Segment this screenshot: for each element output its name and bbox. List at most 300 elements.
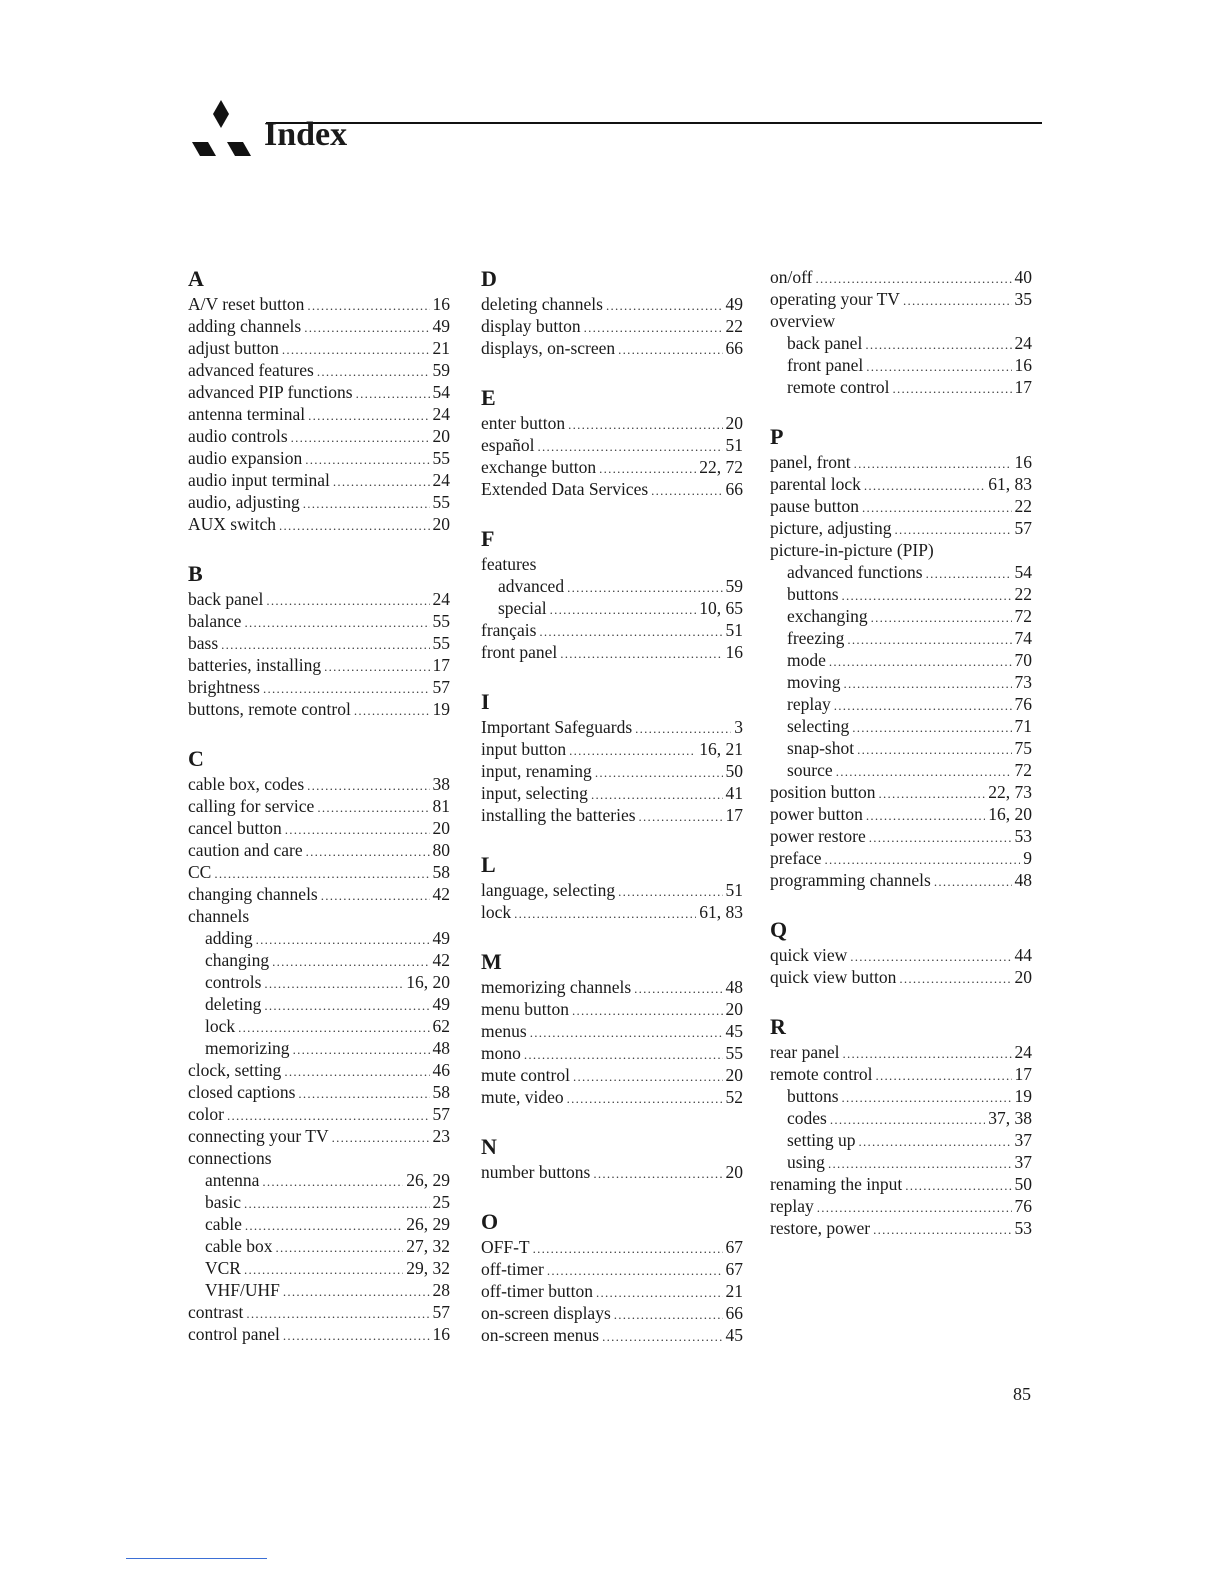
dot-leader	[843, 673, 1011, 695]
entry-term: adjust button	[188, 338, 279, 358]
entry-term: buttons	[787, 584, 839, 604]
entry-page: 58	[432, 1082, 450, 1102]
dot-leader	[244, 612, 429, 634]
dot-leader	[606, 295, 723, 317]
entry-page: 57	[1014, 518, 1032, 538]
entry-page: 50	[1014, 1174, 1032, 1194]
dot-leader	[905, 1175, 1011, 1197]
dot-leader	[651, 480, 722, 502]
entry-term: brightness	[188, 677, 260, 697]
entry-term: preface	[770, 848, 822, 868]
entry-term: buttons, remote control	[188, 699, 351, 719]
entry-term: back panel	[188, 589, 264, 609]
entry-term: audio, adjusting	[188, 492, 300, 512]
entry-term: panel, front	[770, 452, 851, 472]
dot-leader	[514, 903, 696, 925]
index-entry	[770, 495, 1032, 517]
index-subentry	[188, 971, 450, 993]
entry-term: antenna	[205, 1170, 260, 1190]
entry-page: 81	[432, 796, 450, 816]
dot-leader	[324, 656, 429, 678]
entry-term: pause button	[770, 496, 859, 516]
dot-leader	[871, 607, 1012, 629]
entry-term: lock	[205, 1016, 236, 1036]
entry-term: OFF-T	[481, 1237, 530, 1257]
index-section	[481, 689, 743, 826]
entry-page: 52	[725, 1087, 743, 1107]
dot-leader	[308, 405, 429, 427]
dot-leader	[298, 1083, 429, 1105]
dot-leader	[266, 590, 429, 612]
index-entry	[188, 676, 450, 698]
index-entry	[481, 879, 743, 901]
entry-term: replay	[770, 1196, 814, 1216]
entry-term: mute, video	[481, 1087, 564, 1107]
index-subentry	[770, 693, 1032, 715]
mitsubishi-logo-icon	[190, 100, 252, 156]
entry-page: 57	[432, 1104, 450, 1124]
entry-page: 17	[1014, 377, 1032, 397]
section-letter: E	[481, 385, 496, 410]
dot-leader	[593, 1163, 722, 1185]
entry-term: display button	[481, 316, 581, 336]
dot-leader	[285, 819, 430, 841]
entry-page: 75	[1014, 738, 1032, 758]
index-subentry	[481, 597, 743, 619]
entry-term: changing	[205, 950, 270, 970]
dot-leader	[829, 651, 1012, 673]
dot-leader	[876, 1065, 1012, 1087]
index-section	[188, 746, 450, 1345]
entry-page: 24	[432, 404, 450, 424]
dot-leader	[244, 1193, 430, 1215]
dot-leader	[824, 849, 1020, 871]
index-entry	[481, 1280, 743, 1302]
dot-leader	[596, 1282, 723, 1304]
entry-page: 22	[1014, 584, 1032, 604]
dot-leader	[524, 1044, 723, 1066]
entry-page: 49	[432, 316, 450, 336]
entry-term: on-screen menus	[481, 1325, 600, 1345]
index-entry	[188, 610, 450, 632]
entry-term: on/off	[770, 267, 813, 287]
entry-term: off-timer button	[481, 1281, 593, 1301]
index-entry	[481, 1161, 743, 1183]
entry-term: batteries, installing	[188, 655, 322, 675]
index-subentry	[770, 583, 1032, 605]
index-entry	[188, 795, 450, 817]
entry-page: 46	[432, 1060, 450, 1080]
dot-leader	[307, 295, 429, 317]
entry-page: 22	[1014, 496, 1032, 516]
dot-leader	[842, 585, 1012, 607]
entry-term: advanced PIP functions	[188, 382, 353, 402]
entry-term: rear panel	[770, 1042, 840, 1062]
index-entry	[770, 539, 1032, 561]
entry-term: VHF/UHF	[205, 1280, 280, 1300]
dot-leader	[284, 1061, 429, 1083]
index-entry	[770, 1041, 1032, 1063]
index-section	[770, 917, 1032, 988]
index-subentry	[770, 354, 1032, 376]
entry-term: power button	[770, 804, 863, 824]
entry-term: cancel button	[188, 818, 282, 838]
index-section	[481, 385, 743, 500]
index-entry	[188, 337, 450, 359]
index-subentry	[770, 627, 1032, 649]
entry-term: basic	[205, 1192, 241, 1212]
entry-term: memorizing channels	[481, 977, 632, 997]
index-entry	[188, 773, 450, 795]
index-subentry	[188, 927, 450, 949]
index-subentry	[188, 1169, 450, 1191]
entry-term: adding	[205, 928, 253, 948]
dot-leader	[879, 783, 986, 805]
entry-page: 57	[432, 1302, 450, 1322]
index-entry	[481, 1236, 743, 1258]
dot-leader	[293, 1039, 430, 1061]
index-entry	[481, 716, 743, 738]
entry-term: cable box, codes	[188, 774, 305, 794]
dot-leader	[869, 827, 1012, 849]
entry-page: 48	[725, 977, 743, 997]
entry-page: 57	[432, 677, 450, 697]
entry-term: installing the batteries	[481, 805, 636, 825]
entry-term: source	[787, 760, 833, 780]
dot-leader	[550, 599, 697, 621]
dot-leader	[934, 871, 1012, 893]
index-entry	[481, 1020, 743, 1042]
dot-leader	[306, 841, 430, 863]
dot-leader	[354, 700, 430, 722]
dot-leader	[283, 1325, 430, 1347]
index-subentry	[770, 376, 1032, 398]
entry-page: 20	[432, 426, 450, 446]
index-entry	[481, 293, 743, 315]
index-entry	[481, 412, 743, 434]
entry-page: 26, 29	[406, 1214, 450, 1234]
index-subentry	[770, 1129, 1032, 1151]
entry-term: exchanging	[787, 606, 868, 626]
entry-page: 16, 21	[699, 739, 743, 759]
index-entry	[481, 804, 743, 826]
index-entry	[770, 451, 1032, 473]
entry-term: on-screen displays	[481, 1303, 611, 1323]
page-title: Index	[264, 116, 348, 153]
entry-page: 42	[432, 950, 450, 970]
entry-page: 72	[1014, 606, 1032, 626]
dot-leader	[573, 1066, 723, 1088]
dot-leader	[356, 383, 430, 405]
section-letter: A	[188, 266, 204, 291]
dot-leader	[873, 1219, 1011, 1241]
entry-term: AUX switch	[188, 514, 276, 534]
index-section	[481, 1134, 743, 1183]
entry-page: 19	[432, 699, 450, 719]
index-entry	[188, 839, 450, 861]
entry-page: 10, 65	[699, 598, 743, 618]
entry-term: input, renaming	[481, 761, 592, 781]
dot-leader	[635, 718, 731, 740]
entry-page: 74	[1014, 628, 1032, 648]
entry-term: codes	[787, 1108, 827, 1128]
dot-leader	[903, 290, 1012, 312]
entry-term: channels	[188, 906, 250, 926]
dot-leader	[842, 1087, 1012, 1109]
entry-page: 51	[725, 620, 743, 640]
dot-leader	[537, 436, 722, 458]
dot-leader	[842, 1043, 1011, 1065]
dot-leader	[263, 678, 430, 700]
entry-page: 53	[1014, 826, 1032, 846]
entry-page: 17	[725, 805, 743, 825]
index-entry	[770, 288, 1032, 310]
entry-term: position button	[770, 782, 876, 802]
entry-term: lock	[481, 902, 512, 922]
index-section	[770, 1014, 1032, 1239]
index-entry	[188, 403, 450, 425]
index-subentry	[770, 561, 1032, 583]
dot-leader	[246, 1303, 429, 1325]
dot-leader	[614, 1304, 723, 1326]
section-letter: L	[481, 852, 496, 877]
section-letter: M	[481, 949, 502, 974]
dot-leader	[634, 978, 722, 1000]
dot-leader	[214, 863, 429, 885]
dot-leader	[307, 775, 429, 797]
entry-term: clock, setting	[188, 1060, 282, 1080]
index-subentry	[188, 1279, 450, 1301]
index-entry	[188, 632, 450, 654]
entry-term: cable	[205, 1214, 242, 1234]
index-entry	[188, 1301, 450, 1323]
entry-term: bass	[188, 633, 219, 653]
entry-page: 55	[725, 1043, 743, 1063]
index-subentry	[770, 1151, 1032, 1173]
entry-page: 49	[432, 928, 450, 948]
entry-page: 27, 32	[406, 1236, 450, 1256]
index-section	[481, 852, 743, 923]
entry-page: 61, 83	[988, 474, 1032, 494]
index-entry	[481, 1042, 743, 1064]
entry-page: 54	[1014, 562, 1032, 582]
dot-leader	[321, 885, 430, 907]
index-entry	[770, 310, 1032, 332]
entry-page: 76	[1014, 694, 1032, 714]
entry-page: 24	[432, 470, 450, 490]
entry-term: language, selecting	[481, 880, 616, 900]
index-column-1	[188, 266, 450, 1371]
section-letter: C	[188, 746, 204, 771]
entry-page: 21	[725, 1281, 743, 1301]
entry-page: 55	[432, 492, 450, 512]
dot-leader	[238, 1017, 429, 1039]
dot-leader	[595, 762, 723, 784]
entry-page: 20	[725, 1162, 743, 1182]
entry-page: 61, 83	[699, 902, 743, 922]
section-letter: B	[188, 561, 203, 586]
entry-page: 20	[432, 818, 450, 838]
entry-term: operating your TV	[770, 289, 900, 309]
entry-term: antenna terminal	[188, 404, 306, 424]
entry-page: 28	[432, 1280, 450, 1300]
entry-page: 42	[432, 884, 450, 904]
dot-leader	[560, 643, 722, 665]
entry-page: 59	[432, 360, 450, 380]
section-letter: D	[481, 266, 497, 291]
entry-page: 44	[1014, 945, 1032, 965]
entry-page: 66	[725, 1303, 743, 1323]
dot-leader	[272, 951, 429, 973]
index-entry	[188, 654, 450, 676]
entry-term: back panel	[787, 333, 863, 353]
dot-leader	[221, 634, 429, 656]
dot-leader	[859, 1131, 1012, 1153]
index-entry	[481, 782, 743, 804]
index-entry	[188, 588, 450, 610]
entry-term: freezing	[787, 628, 845, 648]
dot-leader	[836, 761, 1012, 783]
entry-term: features	[481, 554, 537, 574]
index-entry	[188, 698, 450, 720]
index-entry	[481, 337, 743, 359]
index-entry	[770, 966, 1032, 988]
entry-page: 66	[725, 338, 743, 358]
entry-term: color	[188, 1104, 224, 1124]
entry-term: español	[481, 435, 535, 455]
dot-leader	[332, 1127, 430, 1149]
index-subentry	[770, 759, 1032, 781]
entry-term: quick view	[770, 945, 848, 965]
entry-page: 21	[432, 338, 450, 358]
entry-page: 51	[725, 435, 743, 455]
index-entry	[188, 315, 450, 337]
entry-term: programming channels	[770, 870, 931, 890]
dot-leader	[926, 563, 1012, 585]
entry-page: 23	[432, 1126, 450, 1146]
entry-page: 37, 38	[988, 1108, 1032, 1128]
dot-leader	[828, 1153, 1012, 1175]
dot-leader	[244, 1259, 403, 1281]
entry-page: 20	[432, 514, 450, 534]
entry-term: cable box	[205, 1236, 273, 1256]
index-entry	[770, 781, 1032, 803]
entry-page: 71	[1014, 716, 1032, 736]
dot-leader	[854, 453, 1012, 475]
dot-leader	[602, 1326, 722, 1348]
index-entry	[481, 738, 743, 760]
index-section	[481, 526, 743, 663]
index-entry	[770, 825, 1032, 847]
entry-page: 17	[1014, 1064, 1032, 1084]
entry-page: 38	[432, 774, 450, 794]
entry-page: 48	[1014, 870, 1032, 890]
entry-term: changing channels	[188, 884, 318, 904]
entry-page: 3	[734, 717, 743, 737]
dot-leader	[539, 621, 722, 643]
entry-term: remote control	[787, 377, 890, 397]
section-letter: R	[770, 1014, 786, 1039]
dot-leader	[530, 1022, 723, 1044]
dot-leader	[264, 973, 403, 995]
index-entry	[770, 944, 1032, 966]
index-entry	[481, 901, 743, 923]
dot-leader	[547, 1260, 723, 1282]
dot-leader	[639, 806, 723, 828]
section-letter: O	[481, 1209, 499, 1234]
dot-leader	[245, 1215, 403, 1237]
index-section	[481, 949, 743, 1108]
dot-leader	[568, 414, 722, 436]
index-entry	[188, 883, 450, 905]
entry-term: parental lock	[770, 474, 861, 494]
entry-term: audio input terminal	[188, 470, 330, 490]
entry-term: CC	[188, 862, 212, 882]
dot-leader	[866, 356, 1011, 378]
dot-leader	[333, 471, 430, 493]
entry-term: number buttons	[481, 1162, 591, 1182]
entry-page: 19	[1014, 1086, 1032, 1106]
index-entry	[481, 976, 743, 998]
entry-page: 16	[725, 642, 743, 662]
section-letter: P	[770, 424, 784, 449]
entry-page: 62	[432, 1016, 450, 1036]
entry-page: 55	[432, 633, 450, 653]
entry-page: 16	[432, 1324, 450, 1344]
dot-leader	[834, 695, 1012, 717]
entry-page: 26, 29	[406, 1170, 450, 1190]
entry-page: 76	[1014, 1196, 1032, 1216]
index-entry	[188, 1103, 450, 1125]
entry-term: renaming the input	[770, 1174, 903, 1194]
index-subentry	[188, 1191, 450, 1213]
index-entry	[188, 381, 450, 403]
entry-page: 45	[725, 1325, 743, 1345]
index-entry	[770, 517, 1032, 539]
index-subentry	[770, 605, 1032, 627]
entry-term: VCR	[205, 1258, 241, 1278]
index-subentry	[770, 1107, 1032, 1129]
index-subentry	[770, 671, 1032, 693]
entry-page: 41	[725, 783, 743, 803]
dot-leader	[283, 1281, 430, 1303]
entry-page: 17	[432, 655, 450, 675]
dot-leader	[899, 968, 1011, 990]
dot-leader	[850, 946, 1011, 968]
entry-term: français	[481, 620, 537, 640]
entry-term: picture, adjusting	[770, 518, 892, 538]
index-entry	[188, 469, 450, 491]
index-subentry	[188, 993, 450, 1015]
index-entry	[770, 847, 1032, 869]
entry-page: 73	[1014, 672, 1032, 692]
dot-leader	[866, 805, 985, 827]
index-subentry	[770, 737, 1032, 759]
entry-term: balance	[188, 611, 242, 631]
index-subentry	[188, 1015, 450, 1037]
entry-page: 55	[432, 611, 450, 631]
dot-leader	[572, 1000, 723, 1022]
entry-term: selecting	[787, 716, 850, 736]
entry-page: 40	[1014, 267, 1032, 287]
entry-page: 58	[432, 862, 450, 882]
entry-term: mono	[481, 1043, 521, 1063]
index-entry	[770, 1063, 1032, 1085]
dot-leader	[262, 1171, 403, 1193]
index-subentry	[481, 575, 743, 597]
dot-leader	[893, 378, 1012, 400]
index-entry	[481, 1086, 743, 1108]
